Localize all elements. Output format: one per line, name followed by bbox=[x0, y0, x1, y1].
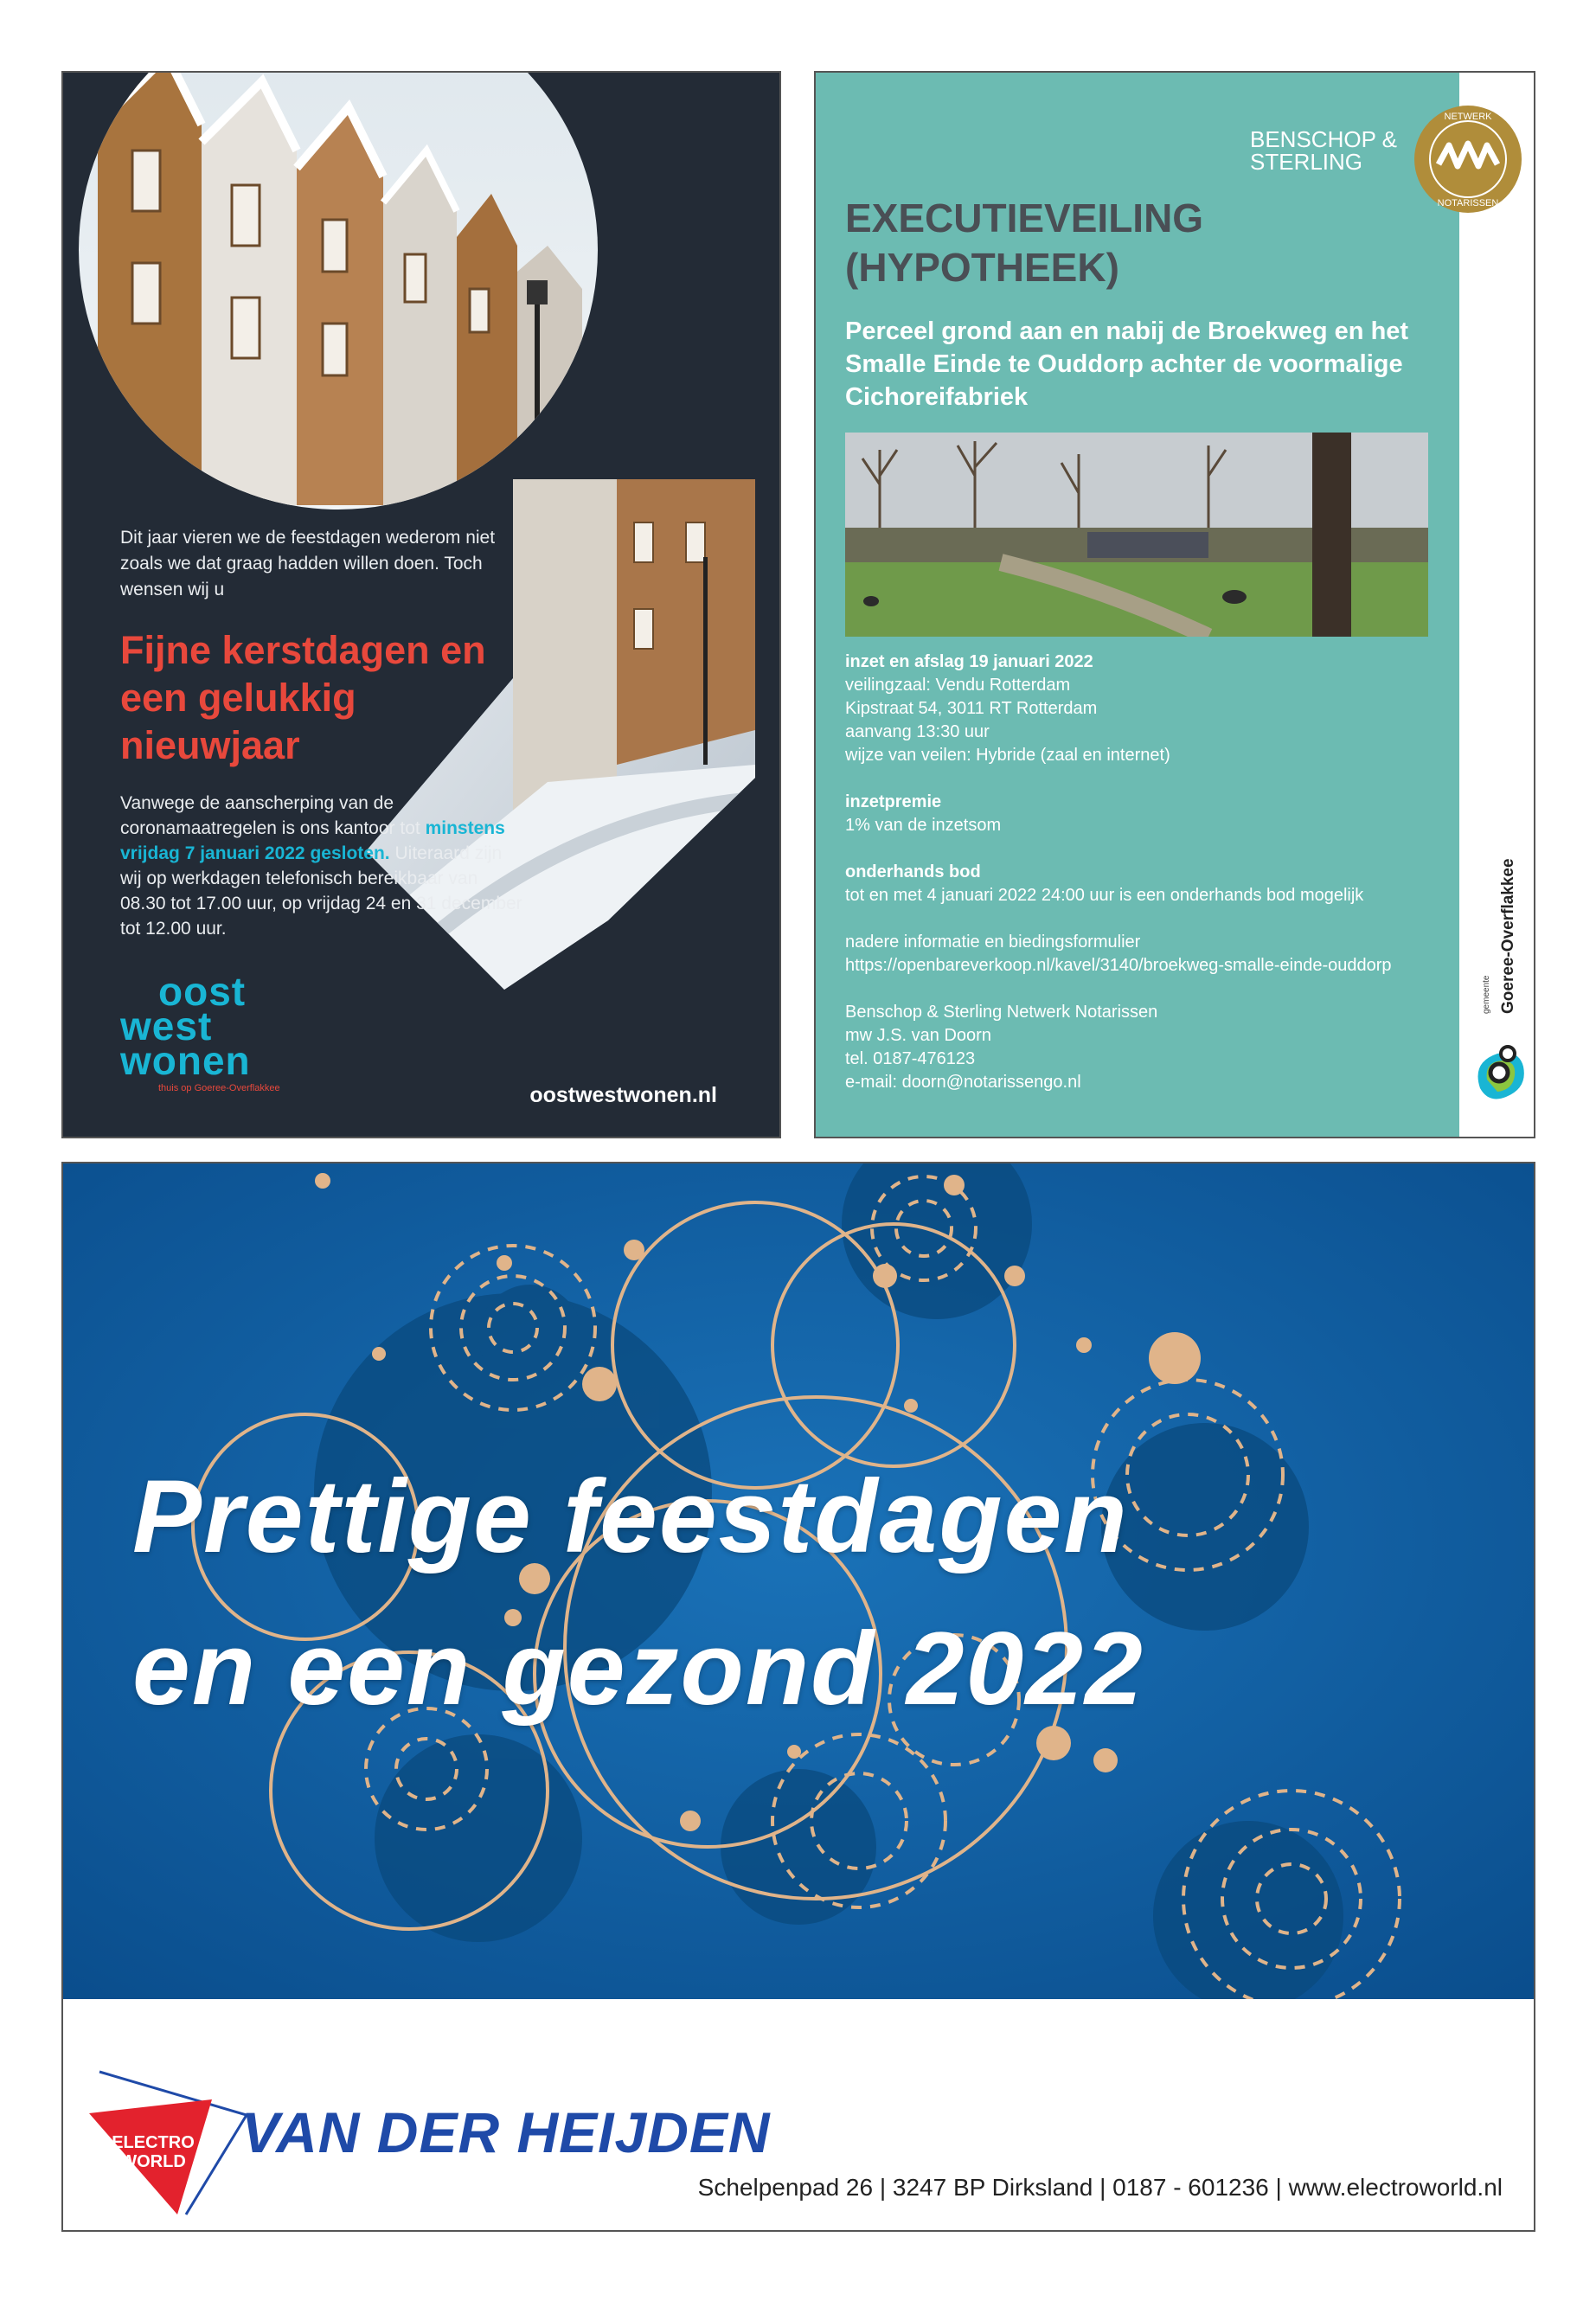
seal-text-bottom: NOTARISSEN bbox=[1437, 198, 1499, 208]
brand-line-1: BENSCHOP & bbox=[1250, 126, 1398, 152]
closure-text-2: Uiteraard zijn wij op werkdagen telefonisch bereikbaar van 08.30 tot 17.00 uur, op vrijdag 24 en 31 december tot 12.00 uur. bbox=[120, 843, 522, 939]
greeting-line-2: en een gezond 2022 bbox=[132, 1611, 1144, 1727]
greeting-line-1: Prettige feestdagen bbox=[132, 1458, 1129, 1574]
website-link[interactable]: oostwestwonen.nl bbox=[529, 1083, 717, 1107]
electroworld-logo-icon bbox=[82, 2063, 255, 2219]
info-url-link[interactable]: https://openbareverkoop.nl/kavel/3140/broekweg-smalle-einde-ouddorp bbox=[845, 956, 1392, 975]
brand-name bbox=[1250, 128, 1397, 173]
onderhands-bod-heading: onderhands bod bbox=[845, 862, 981, 881]
closure-text-1: Vanwege de aanscherping van de coronamaatregelen is ons kantoor tot bbox=[120, 793, 420, 838]
brand-line-2: STERLING bbox=[1250, 149, 1363, 175]
logo-west: west bbox=[120, 1003, 213, 1048]
closure-highlight: minstens vrijdag 7 januari 2022 gesloten. bbox=[120, 818, 505, 863]
auction-details bbox=[845, 651, 1442, 1094]
contact-person: mw J.S. van Doorn bbox=[845, 1026, 991, 1045]
intro-text: Dit jaar vieren we de feestdagen wederom niet zoals we dat graag hadden willen doen. Toch wensen wij u bbox=[120, 528, 496, 599]
auction-title: EXECUTIEVEILING (HYPOTHEEK) bbox=[845, 195, 1204, 290]
shop-address: Schelpenpad 26 | 3247 BP Dirksland | 0187 - 601236 | www.electroworld.nl bbox=[697, 2174, 1503, 2201]
ad-executieveiling bbox=[814, 71, 1535, 1138]
oostwestwonen-logo bbox=[120, 969, 380, 1093]
notarissen-seal-icon bbox=[1413, 104, 1523, 215]
contact-email[interactable]: e-mail: doorn@notarissengo.nl bbox=[845, 1073, 1081, 1092]
ad-oostwestwonen bbox=[61, 71, 781, 1138]
shop-name: VAN DER HEIJDEN bbox=[241, 2100, 771, 2164]
logo-world-text: WORLD bbox=[120, 2152, 186, 2171]
gemeente-label: gemeente bbox=[1482, 975, 1491, 1014]
seal-text-top: NETWERK bbox=[1444, 112, 1492, 122]
greeting bbox=[132, 1440, 1516, 1745]
inzetpremie-text: 1% van de inzetsom bbox=[845, 816, 1002, 835]
contact-org: Benschop & Sterling Netwerk Notarissen bbox=[845, 1003, 1158, 1022]
veiling-adres: Kipstraat 54, 3011 RT Rotterdam bbox=[845, 699, 1098, 718]
gemeente-name: Goeree-Overflakkee bbox=[1499, 858, 1517, 1014]
logo-electro-text: ELECTRO bbox=[112, 2133, 195, 2152]
inzetpremie-heading: inzetpremie bbox=[845, 792, 942, 811]
logo-wonen: wonen bbox=[120, 1038, 251, 1083]
aanvang: aanvang 13:30 uur bbox=[845, 722, 990, 741]
onderhands-bod-text: tot en met 4 januari 2022 24:00 uur is een onderhands bod mogelijk bbox=[845, 886, 1364, 905]
ad-electroworld bbox=[61, 1162, 1535, 2232]
goeree-overflakkee-logo-icon bbox=[1471, 1028, 1532, 1114]
inzet-heading: inzet en afslag 19 januari 2022 bbox=[845, 652, 1093, 671]
logo-tagline: thuis op Goeree-Overflakkee bbox=[158, 1083, 280, 1093]
plot-photo bbox=[845, 433, 1428, 637]
closure-notice bbox=[120, 791, 527, 941]
wijze-van-veilen: wijze van veilen: Hybride (zaal en internet) bbox=[845, 746, 1170, 765]
veilingzaal: veilingzaal: Vendu Rotterdam bbox=[845, 676, 1071, 695]
info-heading: nadere informatie en biedingsformulier bbox=[845, 933, 1141, 952]
headline: Fijne kerstdagen en een gelukkig nieuwjaar bbox=[120, 628, 486, 767]
auction-subtitle: Perceel grond aan en nabij de Broekweg en het Smalle Einde te Ouddorp achter de voormalige Cichoreifabriek bbox=[845, 317, 1409, 411]
logo-oost: oost bbox=[158, 969, 247, 1014]
side-strip bbox=[1459, 73, 1535, 1138]
contact-tel: tel. 0187-476123 bbox=[845, 1049, 976, 1068]
